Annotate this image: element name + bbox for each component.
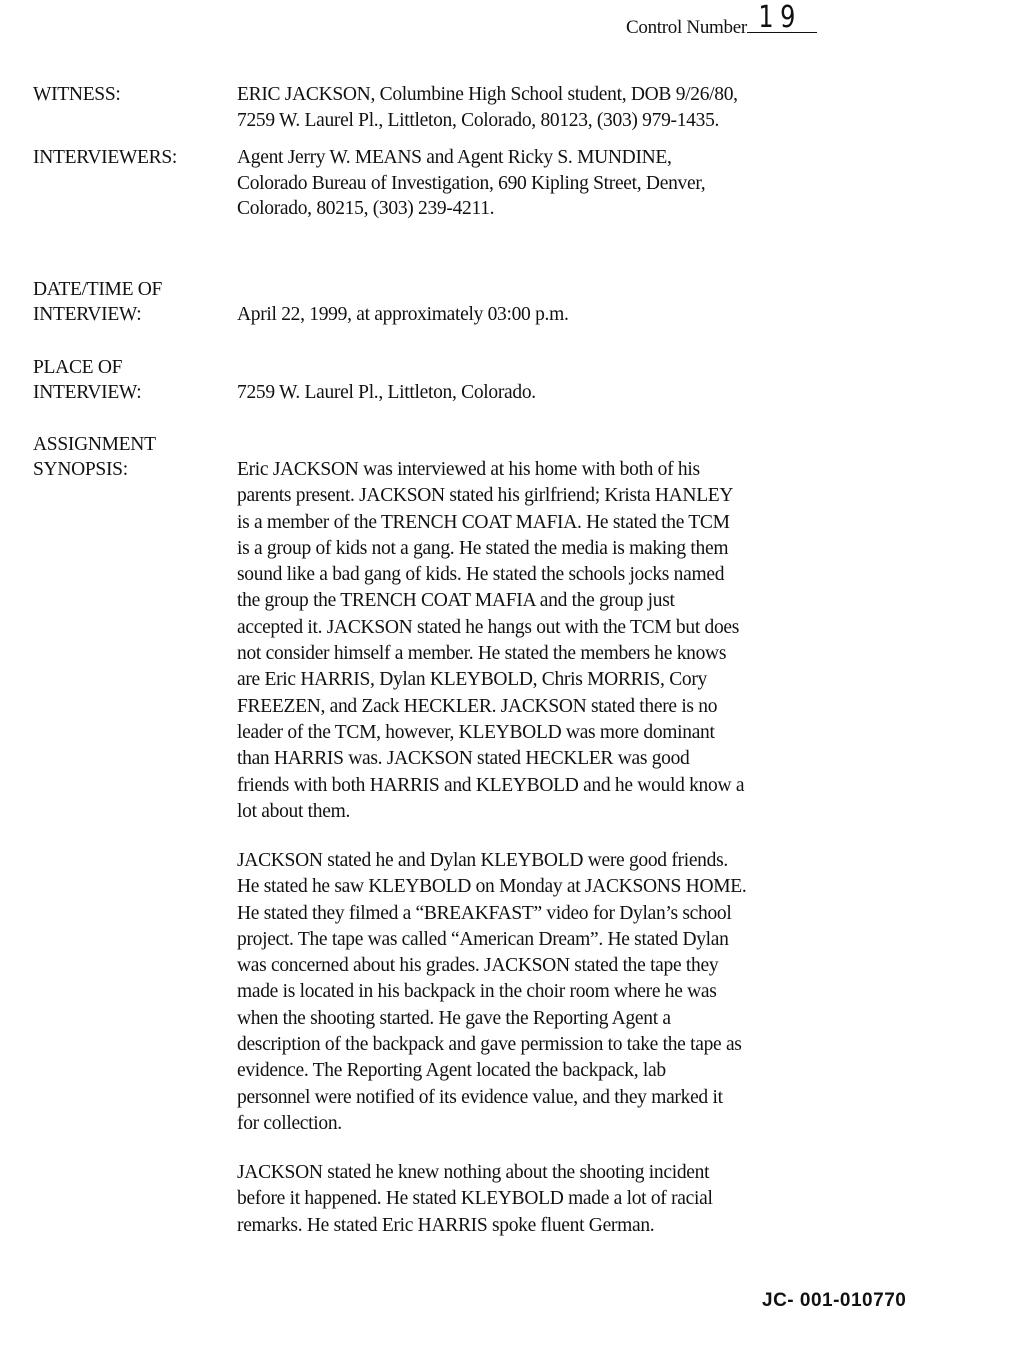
paragraph-line: personnel were notified of its evidence value, and they marked it [237, 1086, 723, 1108]
paragraph-line: before it happened. He stated KLEYBOLD made a lot of racial [237, 1188, 713, 1210]
paragraph-line: when the shooting started. He gave the Reporting Agent a [237, 1007, 671, 1029]
synopsis-paragraph-2 [237, 848, 857, 1137]
paragraph-line: JACKSON stated he knew nothing about the shooting incident [237, 1162, 710, 1183]
control-number-handwritten-value: 19 [758, 0, 802, 35]
paragraph-line: parents present. JACKSON stated his girlfriend; Krista HANLEY [237, 485, 734, 507]
paragraph-line: the group the TRENCH COAT MAFIA and the group just [237, 590, 675, 612]
paragraph-line: made is located in his backpack in the choir room where he was [237, 981, 717, 1003]
paragraph-line: Eric JACKSON was interviewed at his home with both of his [237, 459, 700, 480]
paragraph-line: accepted it. JACKSON stated he hangs out with the TCM but does [237, 616, 740, 638]
place-label-line2: INTERVIEW: [33, 382, 142, 403]
place-label-line1: PLACE OF [33, 357, 123, 378]
paragraph-line: lot about them. [237, 800, 351, 822]
synopsis-label-line2: SYNOPSIS: [33, 459, 128, 480]
paragraph-line: sound like a bad gang of kids. He stated the schools jocks named [237, 564, 725, 586]
paragraph-line: was concerned about his grades. JACKSON stated the tape they [237, 955, 719, 977]
control-number [626, 0, 817, 39]
datetime-label-line1: DATE/TIME OF [33, 279, 163, 300]
paragraph-line: than HARRIS was. JACKSON stated HECKLER was good [237, 748, 690, 770]
paragraph-line: He stated he saw KLEYBOLD on Monday at JACKSONS HOME. [237, 876, 747, 898]
paragraph-line: is a group of kids not a gang. He stated the media is making them [237, 537, 729, 559]
interviewers-label: INTERVIEWERS: [33, 147, 178, 168]
synopsis-label-line1: ASSIGNMENT [33, 434, 156, 455]
witness-value: ERIC JACKSON, Columbine High School student, DOB 9/26/80, 7259 W. Laurel Pl., Littleton, Colorado, 80123, (303) 979-1435. [237, 84, 738, 131]
paragraph-line: He stated they filmed a “BREAKFAST” video for Dylan’s school [237, 902, 732, 924]
datetime-label [33, 277, 162, 327]
paragraph-line: remarks. He stated Eric HARRIS spoke fluent German. [237, 1214, 655, 1236]
synopsis-paragraph-1 [237, 457, 857, 825]
paragraph-line: leader of the TCM, however, KLEYBOLD was more dominant [237, 721, 715, 743]
synopsis-label [33, 432, 156, 482]
place-label [33, 355, 141, 405]
paragraph-line: for collection. [237, 1112, 342, 1134]
paragraph-line: FREEZEN, and Zack HECKLER. JACKSON stated there is no [237, 695, 718, 717]
paragraph-line: not consider himself a member. He stated the members he knows [237, 643, 727, 665]
witness-label: WITNESS: [33, 84, 121, 105]
datetime-value: April 22, 1999, at approximately 03:00 p.m. [237, 304, 569, 325]
control-number-label: Control Number [626, 17, 747, 38]
interviewers-value: Agent Jerry W. MEANS and Agent Ricky S. MUNDINE, Colorado Bureau of Investigation, 690 Kipling Street, Denver, Colorado, 80215, (303) 239-4211. [237, 147, 706, 219]
paragraph-line: JACKSON stated he and Dylan KLEYBOLD were good friends. [237, 850, 728, 871]
datetime-label-line2: INTERVIEW: [33, 304, 142, 325]
document-id: JC- 001-010770 [762, 1290, 907, 1311]
paragraph-line: evidence. The Reporting Agent located the backpack, lab [237, 1060, 666, 1082]
synopsis-paragraph-3 [237, 1160, 857, 1239]
paragraph-line: are Eric HARRIS, Dylan KLEYBOLD, Chris MORRIS, Cory [237, 669, 708, 691]
paragraph-line: project. The tape was called “American Dream”. He stated Dylan [237, 928, 729, 950]
control-number-blank [747, 0, 817, 35]
paragraph-line: friends with both HARRIS and KLEYBOLD and he would know a [237, 774, 745, 796]
paragraph-line: is a member of the TRENCH COAT MAFIA. He stated the TCM [237, 511, 730, 533]
paragraph-line: description of the backpack and gave permission to take the tape as [237, 1034, 742, 1056]
place-value: 7259 W. Laurel Pl., Littleton, Colorado. [237, 382, 536, 403]
